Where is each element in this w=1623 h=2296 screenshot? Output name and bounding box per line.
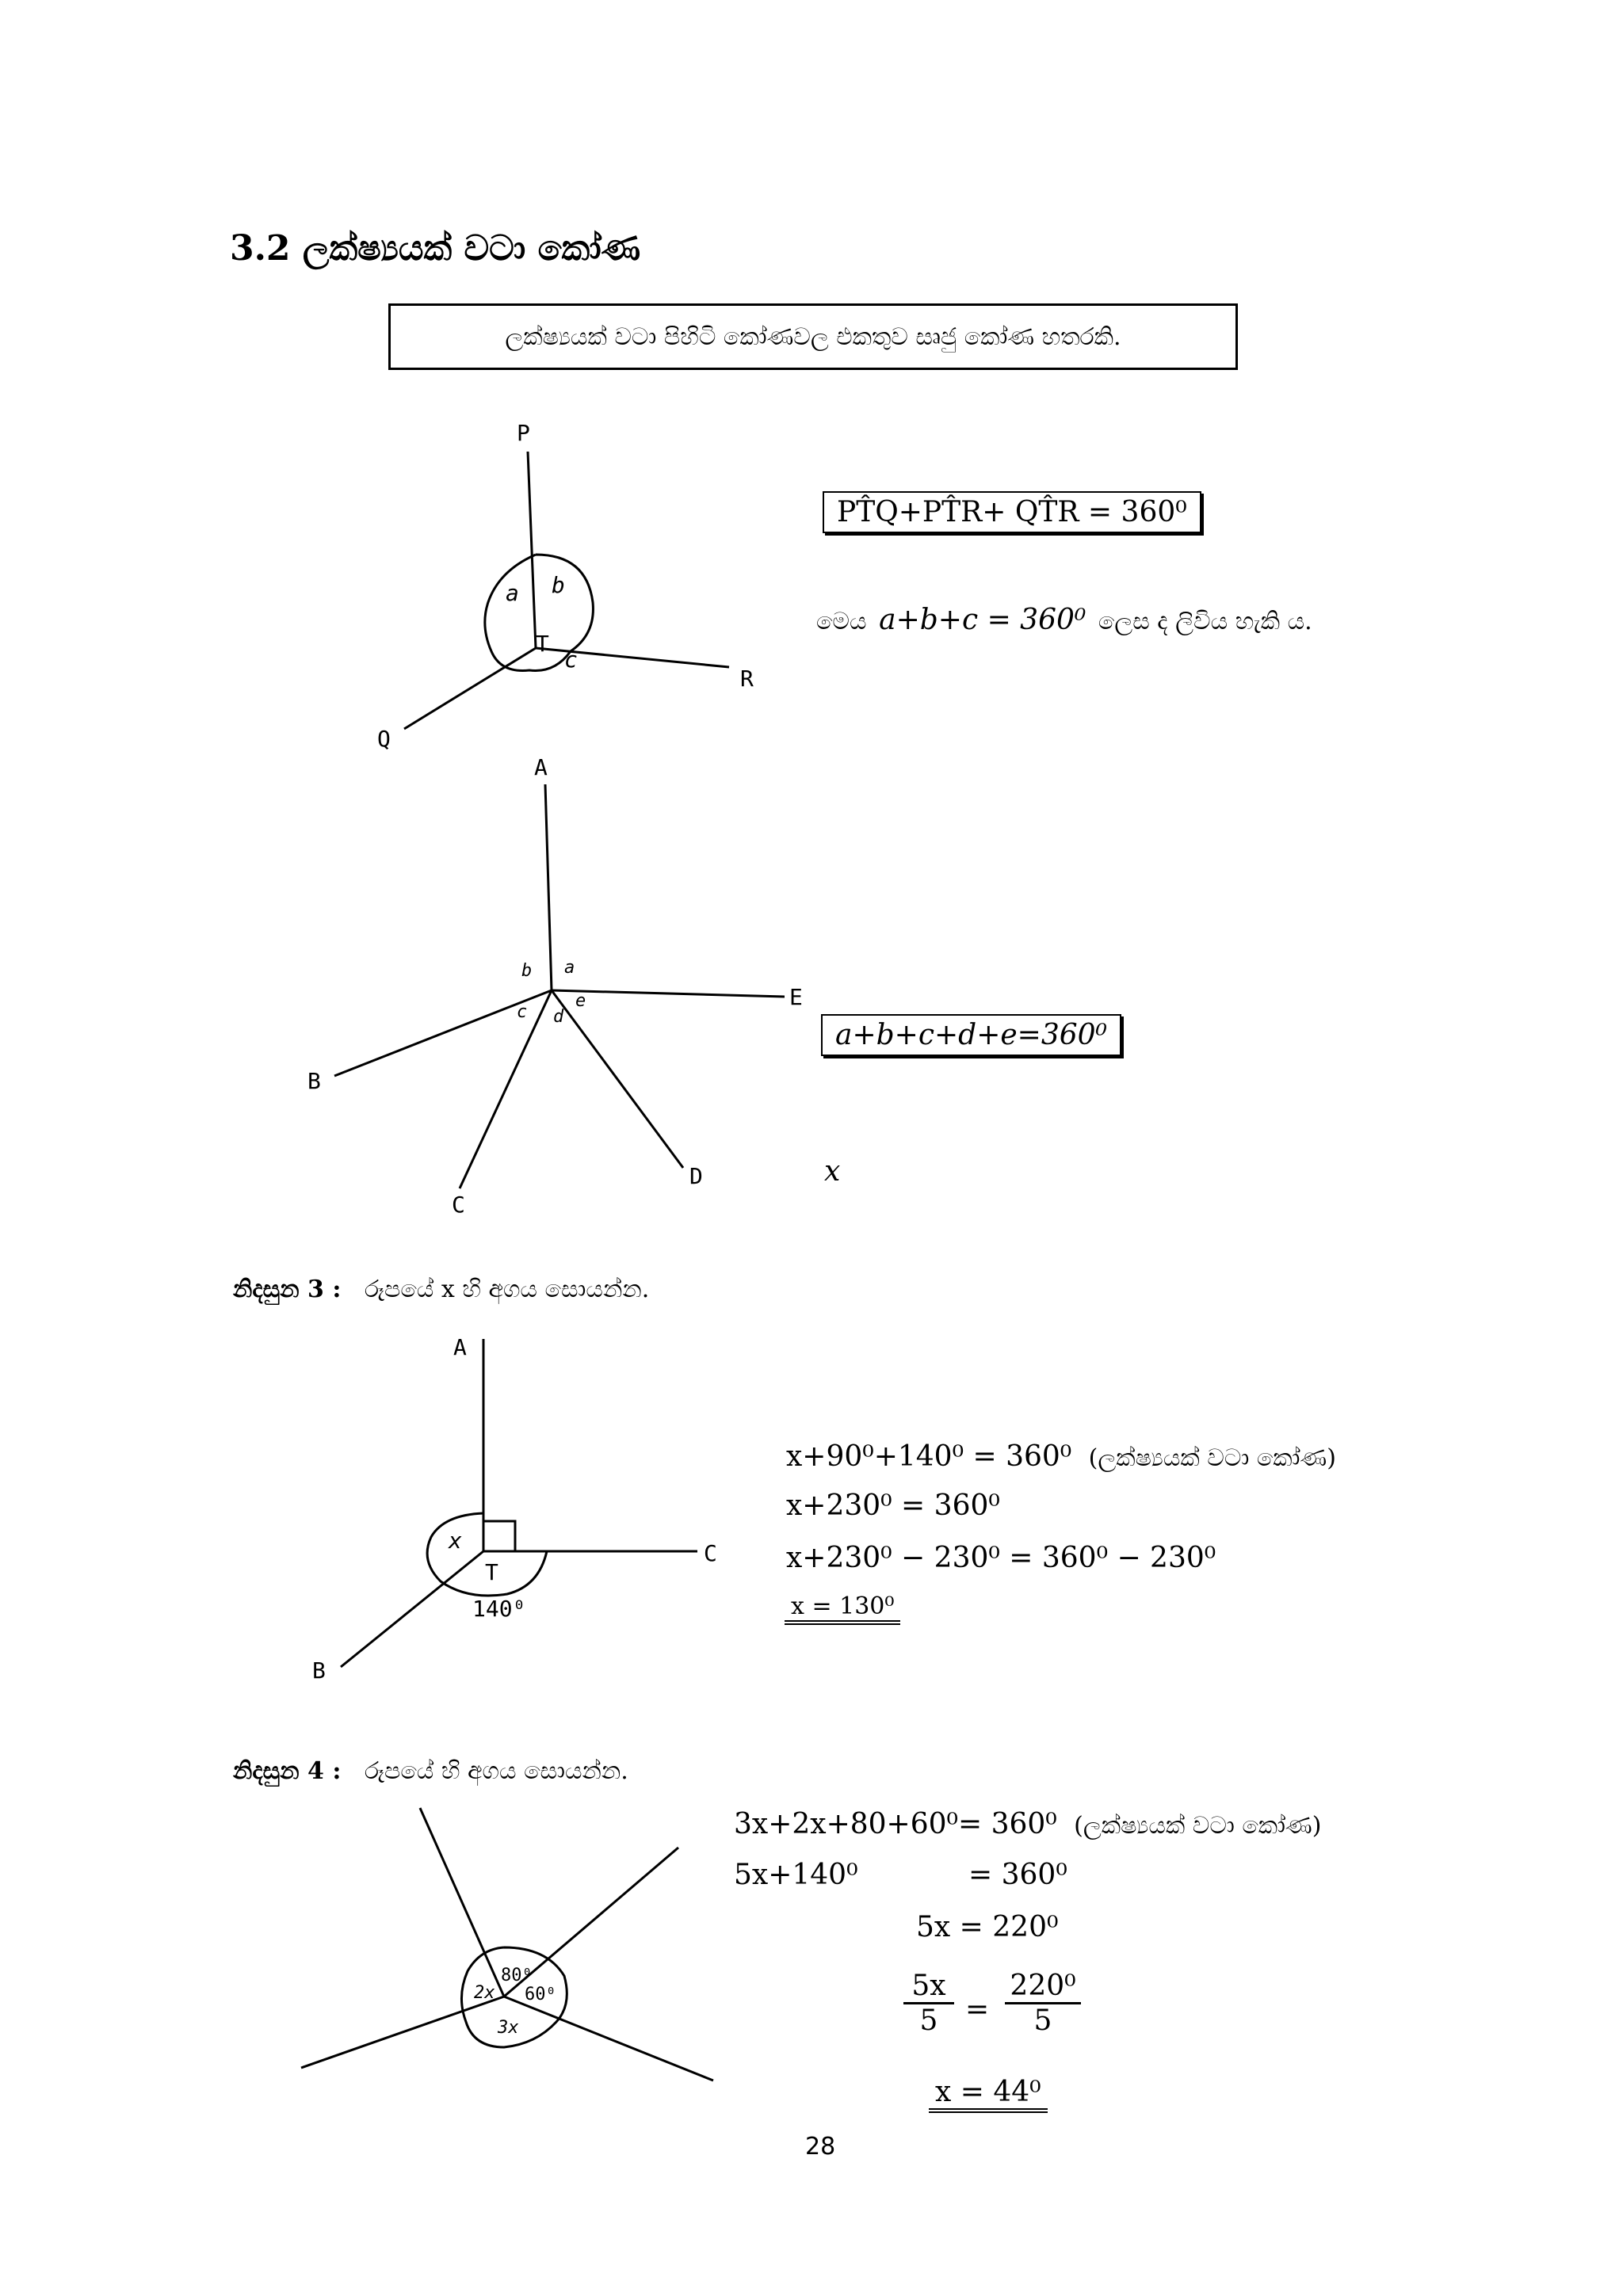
rule-text: ලක්ෂ්‍යයක් වටා පිහිටි කෝණවල එකතුව සෘජු කෝණ හතරකි. — [505, 322, 1121, 351]
example-3-step-1-eq: x+90⁰+140⁰ = 360⁰ — [786, 1440, 1072, 1473]
ray-4-up-left — [420, 1808, 504, 1997]
example-3-step-1-note: (ලක්ෂ්‍යයක් වටා කෝණ) — [1088, 1444, 1336, 1472]
right-angle-mark — [483, 1521, 515, 1551]
fraction-left — [903, 1970, 954, 2037]
stray-x: x — [824, 1155, 841, 1188]
angle-label-x3: x — [449, 1527, 462, 1554]
example-3-header — [233, 1276, 649, 1303]
page-number: 28 — [805, 2133, 836, 2161]
point-label-A3: A — [453, 1334, 467, 1360]
fraction-equals: = — [965, 1993, 990, 2026]
example-4-step-1-eq: 3x+2x+80+60⁰= 360⁰ — [734, 1808, 1057, 1840]
example-4-title: නිදසුන 4 : — [233, 1757, 342, 1785]
example-4-answer — [929, 2076, 1048, 2113]
fig1-note-eq: a+b+c = 360⁰ — [879, 604, 1086, 636]
fig1-note-suffix: ලෙස ද ලිවිය හැකි ය. — [1098, 608, 1312, 635]
angle-label-c2: c — [517, 1002, 528, 1022]
angle-label-c: c — [564, 646, 578, 673]
angle-label-e2: e — [575, 991, 586, 1011]
ray-4-left — [301, 1997, 504, 2068]
point-label-t: T — [536, 631, 549, 657]
angle-label-140: 140⁰ — [472, 1596, 526, 1622]
point-label-D: D — [689, 1163, 703, 1189]
point-label-q: Q — [377, 726, 391, 752]
fraction-left-den: 5 — [919, 2004, 938, 2037]
point-label-E: E — [789, 984, 803, 1010]
example-4-step-1 — [734, 1808, 1321, 1840]
example-3-step-1 — [786, 1440, 1336, 1473]
equation-box-ptq: PT̂Q+PT̂R+ QT̂R = 360⁰ — [823, 491, 1201, 533]
angle-label-60: 60⁰ — [525, 1985, 556, 2004]
example-4-step-1-note: (ලක්ෂ්‍යයක් වටා කෝණ) — [1074, 1812, 1322, 1840]
angle-label-2x: 2x — [474, 1983, 495, 2003]
example-4-question: රූපයේ හි අගය සොයන්න. — [365, 1757, 628, 1785]
ray-e — [552, 990, 785, 997]
point-label-B: B — [307, 1068, 321, 1094]
example-3-step-3: x+230⁰ − 230⁰ = 360⁰ − 230⁰ — [786, 1542, 1216, 1574]
equation-box-abcde: a+b+c+d+e=360⁰ — [821, 1014, 1121, 1056]
example-4-step-2-right: = 360⁰ — [968, 1859, 1067, 1891]
angle-label-a: a — [506, 580, 519, 606]
point-label-C: C — [452, 1192, 465, 1218]
example-4-step-3: 5x = 220⁰ — [916, 1911, 1059, 1943]
angle-label-d2: d — [553, 1007, 564, 1027]
point-label-r: R — [740, 666, 754, 692]
example-4-header — [233, 1757, 628, 1785]
fraction-right-num: 220⁰ — [1005, 1970, 1081, 2004]
fig1-note-prefix: මෙය — [816, 608, 867, 635]
point-label-B3: B — [312, 1657, 326, 1684]
example-3-answer-text: x = 130⁰ — [785, 1592, 900, 1625]
angle-label-a2: a — [564, 958, 575, 978]
ray-tb — [341, 1551, 483, 1667]
fraction-right-den: 5 — [1033, 2004, 1052, 2037]
example-4-step-2-left: 5x+140⁰ — [734, 1859, 858, 1891]
fig1-note — [816, 604, 1312, 636]
angle-label-b2: b — [521, 961, 533, 981]
ray-tq — [404, 648, 536, 729]
fraction-right — [1005, 1970, 1081, 2037]
ray-d — [552, 990, 683, 1168]
example-3-answer — [785, 1592, 900, 1625]
example-4-answer-text: x = 44⁰ — [929, 2076, 1048, 2113]
angle-label-3x: 3x — [498, 2018, 519, 2038]
ray-tp — [528, 452, 536, 648]
point-label-A: A — [534, 754, 548, 780]
example-3-step-2: x+230⁰ = 360⁰ — [786, 1489, 1000, 1522]
section-heading: 3.2 ලක්ෂ්‍යයක් වටා කෝණ — [230, 228, 641, 269]
fraction-left-num: 5x — [903, 1970, 954, 2004]
point-label-p: P — [517, 420, 530, 446]
angle-label-b: b — [552, 572, 565, 598]
example-3-title: නිදසුන 3 : — [233, 1276, 342, 1303]
point-label-C3: C — [704, 1540, 717, 1566]
point-label-T3: T — [485, 1559, 498, 1585]
example-3-question: රූපයේ x හි අගය සොයන්න. — [365, 1276, 650, 1303]
angle-label-80: 80⁰ — [501, 1966, 533, 1985]
ray-a — [545, 784, 552, 990]
